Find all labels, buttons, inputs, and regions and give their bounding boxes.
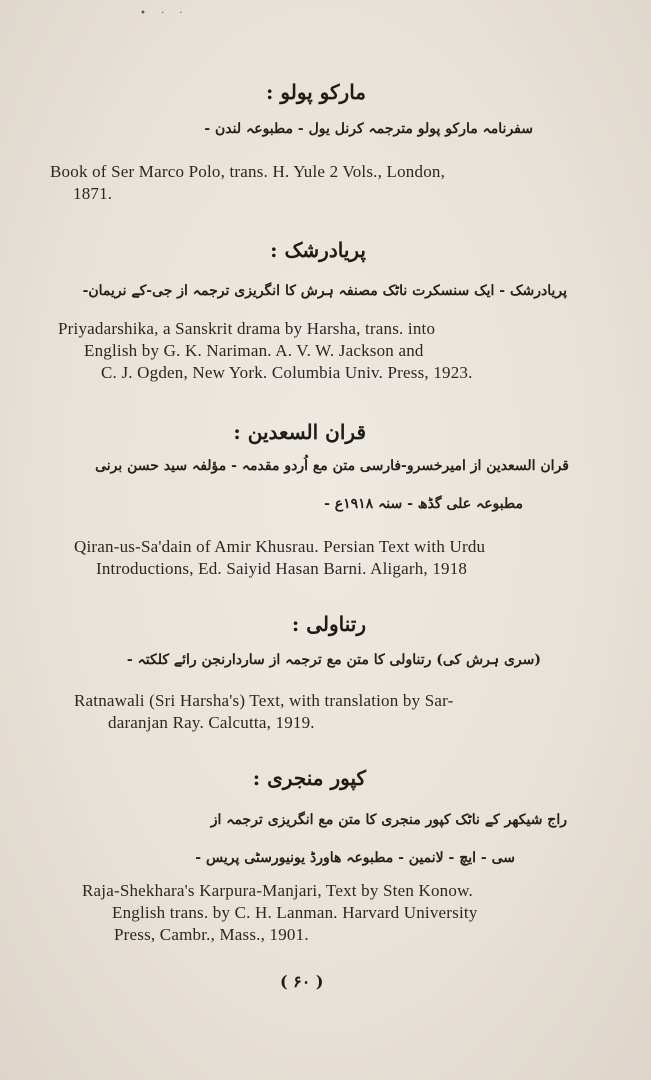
entry-heading-karpura-manjari: کپور منجری :: [252, 766, 366, 790]
entry-english-karpura: [82, 880, 478, 946]
english-line: English trans. by C. H. Lanman. Harvard University: [112, 903, 478, 922]
entry-urdu-qiran-line1: قران السعدین از امیرخسرو-فارسی متن مع اُردو مقدمہ - مؤلفہ سید حسن برنی: [95, 458, 569, 474]
english-line: Ratnawali (Sri Harsha's) Text, with translation by Sar-: [74, 691, 454, 710]
page-number: ( ۶۰ ): [280, 972, 324, 991]
entry-english-ratnawali: [74, 690, 454, 734]
english-line: Introductions, Ed. Saiyid Hasan Barni. Aligarh, 1918: [96, 559, 468, 578]
entry-heading-ratnawali: رتناولی :: [291, 612, 366, 636]
page-specks: • · ·: [140, 8, 189, 19]
english-line: 1871.: [73, 184, 113, 203]
entry-heading-qiran: قران السعدین :: [233, 420, 366, 444]
english-line: Book of Ser Marco Polo, trans. H. Yule 2 Vols., London,: [50, 162, 446, 181]
english-line: Press, Cambr., Mass., 1901.: [114, 925, 309, 944]
entry-urdu-ratnawali: (سری ہرش کی) رتناولی کا متن مع ترجمہ از ساردارنجن رائے کلکتہ -: [126, 652, 541, 668]
english-line: Raja-Shekhara's Karpura-Manjari, Text by Sten Konow.: [82, 881, 473, 900]
entry-urdu-karpura-line2: سی - ایچ - لانمین - مطبوعہ هاورڈ یونیورسٹی پریس -: [195, 850, 515, 866]
entry-english-marco-polo: [50, 161, 445, 205]
english-line: Priyadarshika, a Sanskrit drama by Harsha, trans. into: [58, 319, 436, 338]
entry-english-priyadarshika: [58, 318, 473, 384]
entry-english-qiran: [74, 536, 485, 580]
entry-urdu-karpura-line1: راج شیکھر کے ناٹک کپور منجری کا متن مع انگریزی ترجمہ از: [210, 812, 567, 828]
entry-heading-priyadarshika: پریادرشک :: [270, 238, 366, 262]
english-line: Qiran-us-Sa'dain of Amir Khusrau. Persian Text with Urdu: [74, 537, 486, 556]
entry-heading-marco-polo: مارکو پولو :: [266, 80, 366, 104]
english-line: English by G. K. Nariman. A. V. W. Jackson and: [84, 341, 424, 360]
entry-urdu-marco-polo: سفرنامہ مارکو پولو مترجمہ کرنل یول - مطبوعہ لندن -: [204, 121, 533, 137]
english-line: daranjan Ray. Calcutta, 1919.: [108, 713, 315, 732]
entry-urdu-priyadarshika: پریادرشک - ایک سنسکرت ناٹک مصنفہ ہرش کا انگریزی ترجمہ از جی-کے نریمان-: [82, 283, 567, 299]
entry-urdu-qiran-line2: مطبوعہ علی گڈھ - سنہ ۱۹۱۸ع -: [324, 496, 523, 512]
english-line: C. J. Ogden, New York. Columbia Univ. Press, 1923.: [101, 363, 473, 382]
